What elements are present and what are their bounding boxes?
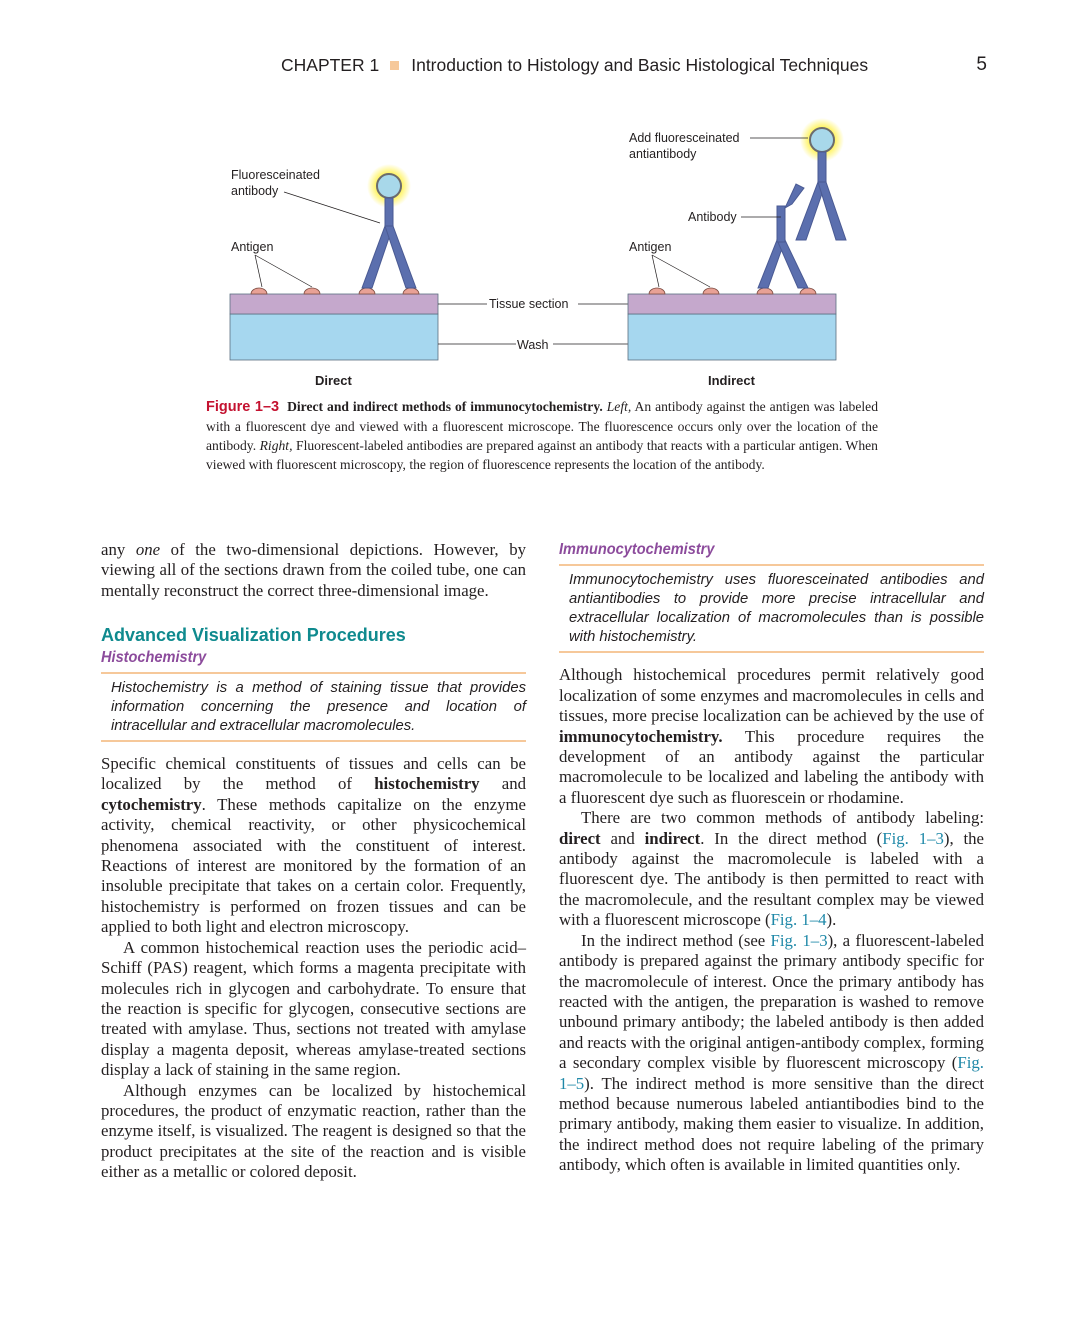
wash-layer-right bbox=[628, 314, 836, 360]
caption-text-right: Fluorescent-labeled antibodies are prepared against an antibody that reacts with a particular antigen. When viewed with fluorescent microscopy, the region of fluorescence represents the location of the antibody. bbox=[206, 438, 878, 472]
label-wash: Wash bbox=[517, 338, 549, 352]
chapter-title: Introduction to Histology and Basic Histological Techniques bbox=[411, 54, 869, 75]
paragraph: Although enzymes can be localized by histochemical procedures, the product of enzymatic reaction, rather than the enzyme itself, is visualized. The reagent is designed so that the product precipitates at the site of the reaction and is visible either as a metallic or colored deposit. bbox=[101, 1080, 526, 1182]
key-term: indirect bbox=[644, 828, 701, 848]
fluoresceinated-antiantibody bbox=[796, 118, 846, 240]
paragraph bbox=[559, 808, 984, 930]
label-add-fluoresceinated-line2: antiantibody bbox=[629, 147, 697, 161]
figure-number: Figure 1–3 bbox=[206, 399, 280, 415]
label-fluoresceinated-antibody-line1: Fluoresceinated bbox=[231, 168, 320, 182]
paragraph bbox=[559, 665, 984, 808]
header-square-icon bbox=[390, 61, 399, 70]
caption-text-left: An antibody against the antigen was labeled with a fluorescent dye and viewed with a fluorescent microscope. The fluorescence occurs only over the location of the antibody. bbox=[206, 399, 878, 453]
chapter-label: CHAPTER 1 bbox=[281, 54, 380, 75]
paragraph: A common histochemical reaction uses the periodic acid–Schiff (PAS) reagent, which forms a magenta precipitate with molecules rich in glycogen and carbohydrate. To ensure that the reaction is specific for glycogen, consecutive sections are treated with amylase. Thus, sections not treated with amylase display a magenta deposit, whereas amylase-treated sections display a lack of staining in the same region. bbox=[101, 937, 526, 1080]
fluorescent-label-icon-2 bbox=[810, 128, 834, 152]
indirect-panel bbox=[628, 118, 846, 388]
text-run: This procedure requires the development of an antibody against the particular macromolecule to be localized and labeling the antibody with a fluorescent dye such as fluorescein or rhodamine. bbox=[559, 726, 984, 807]
label-direct: Direct bbox=[315, 373, 352, 388]
figure-link[interactable]: Fig. 1–5 bbox=[559, 1053, 984, 1093]
label-antibody: Antibody bbox=[688, 210, 737, 224]
label-antigen-right: Antigen bbox=[629, 240, 672, 254]
key-concept-box: Histochemistry is a method of staining tissue that provides information concerning the presence and location of intracellular and extracellular macromolecules. bbox=[101, 672, 526, 742]
antigen-left bbox=[251, 288, 419, 294]
fluorescent-label-icon bbox=[377, 174, 401, 198]
figure-link[interactable]: Fig. 1–3 bbox=[882, 828, 944, 848]
key-concept-box: Immunocytochemistry uses fluoresceinated antibodies and antiantibodies to provide more precise intracellular and extracellular localization of macromolecules than is possible with histochemistry. bbox=[559, 564, 984, 653]
figure-title: Direct and indirect methods of immunocytochemistry. bbox=[287, 399, 603, 414]
label-indirect: Indirect bbox=[708, 373, 755, 388]
text-run: ). The indirect method is more sensitive than the direct method because numerous labeled antiantibodies bind to the primary antibody, making them easier to visualize. In addition, the indirect method does not require labeling of the primary antibody, which often is available in limited quantities only. bbox=[559, 1073, 984, 1175]
text-run: and bbox=[479, 774, 526, 794]
paragraph bbox=[559, 931, 984, 1176]
fluoresceinated-antibody bbox=[362, 164, 416, 288]
text-run: Although histochemical procedures permit relatively good localization of some enzymes and macromolecules in cells and tissues, more precise localization can be achieved by the use of bbox=[559, 665, 984, 726]
tissue-section-right bbox=[628, 294, 836, 314]
running-header bbox=[281, 54, 987, 76]
key-term: immunocytochemistry. bbox=[559, 726, 723, 746]
label-tissue-section: Tissue section bbox=[489, 297, 569, 311]
key-term: histochemistry bbox=[374, 774, 480, 794]
wash-layer-left bbox=[230, 314, 438, 360]
key-term: cytochemistry bbox=[101, 794, 202, 814]
figure-link[interactable]: Fig. 1–3 bbox=[770, 930, 828, 950]
subheading-histochemistry: Histochemistry bbox=[101, 648, 207, 666]
tissue-section-left bbox=[230, 294, 438, 314]
label-antigen-left: Antigen bbox=[231, 240, 274, 254]
text-run: There are two common methods of antibody labeling: bbox=[581, 808, 984, 828]
text-run: ), the antibody against the macromolecule is labeled with a fluorescent dye. The antibody is then permitted to react with the macromolecule, and the resultant complex may be viewed with a fluorescent microscope ( bbox=[559, 828, 985, 930]
emphasis: one bbox=[135, 540, 161, 559]
figure-link[interactable]: Fig. 1–4 bbox=[770, 910, 827, 930]
text-run: of the two-dimensional depictions. However, by viewing all of the sections drawn from the coiled tube, one can mentally reconstruct the correct three-dimensional image. bbox=[101, 540, 526, 600]
text-run: ). bbox=[826, 910, 837, 930]
label-add-fluoresceinated-line1: Add fluoresceinated bbox=[629, 131, 740, 145]
direct-panel bbox=[230, 164, 438, 388]
text-run: In the indirect method (see bbox=[581, 930, 771, 950]
figure-caption bbox=[206, 397, 878, 474]
text-run: any bbox=[101, 540, 136, 559]
left-column bbox=[101, 540, 526, 1183]
right-column bbox=[559, 540, 984, 1176]
label-fluoresceinated-antibody-line2: antibody bbox=[231, 184, 279, 198]
text-run: . In the direct method ( bbox=[700, 828, 883, 848]
key-term: direct bbox=[559, 828, 601, 848]
paragraph bbox=[101, 754, 526, 938]
text-run: and bbox=[600, 828, 645, 848]
immunocytochemistry-figure bbox=[200, 118, 900, 393]
page-number: 5 bbox=[976, 54, 987, 75]
text-run: Specific chemical constituents of tissues and cells can be localized by the method of bbox=[101, 754, 526, 794]
antigen-right bbox=[649, 288, 816, 294]
caption-left-label: Left, bbox=[606, 399, 632, 414]
text-run: . These methods capitalize on the enzyme activity, chemical reactivity, or other physicochemical phenomena associated with the constituent of interest. Reactions of interest are monitored by the formation of an insoluble precipitate that takes on a certain color. Frequently, histochemistry is performed on frozen tissues and can be applied to both light and electron microscopy. bbox=[101, 794, 526, 937]
section-heading: Advanced Visualization Procedures bbox=[101, 625, 406, 646]
caption-right-label: Right, bbox=[259, 438, 293, 453]
text-run: ), a fluorescent-labeled antibody is prepared against the primary antibody specific for the macromolecule of interest. Once the primary antibody has reacted with the antigen, the preparation is washed to remove unbound primary antibody; the labeled antibody is then added and reacts with the original antigen-antibody complex, forming a secondary complex visible by fluorescent microscopy ( bbox=[559, 930, 985, 1073]
paragraph bbox=[101, 540, 526, 601]
subheading-immunocytochemistry: Immunocytochemistry bbox=[559, 541, 715, 558]
